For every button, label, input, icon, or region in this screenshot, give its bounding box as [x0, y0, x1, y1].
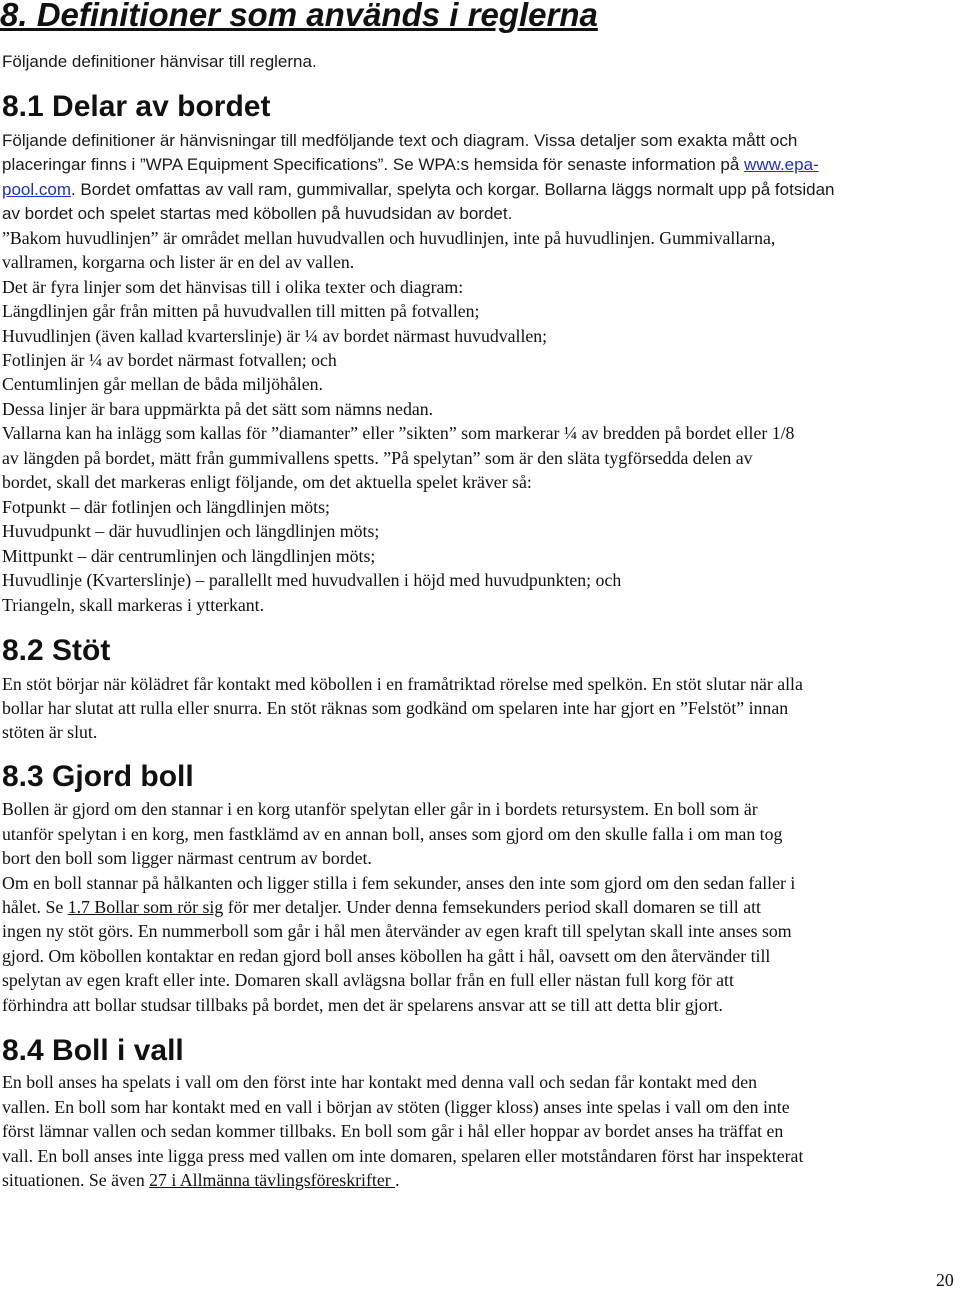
paragraph-line	[2, 897, 761, 918]
paragraph-line: stöten är slut.	[2, 722, 98, 742]
paragraph-line: av längden på bordet, mätt från gummivallens spetts. ”På spelytan” som är den släta tygförsedda delen av	[2, 448, 753, 468]
intro-text: Följande definitioner hänvisar till reglerna.	[2, 52, 317, 71]
paragraph-line: Fotlinjen är ¼ av bordet närmast fotvallen; och	[2, 350, 337, 370]
section-8-2-title: 8.2 Stöt	[2, 634, 111, 667]
section-8-4-title: 8.4 Boll i vall	[2, 1034, 184, 1067]
paragraph-line	[2, 180, 834, 200]
paragraph-line: Längdlinjen går från mitten på huvudvallen till mitten på fotvallen;	[2, 301, 480, 321]
paragraph-line: bordet, skall det markeras enligt följande, om det aktuella spelet kräver så:	[2, 472, 532, 492]
website-link[interactable]: www.epa-	[744, 155, 819, 174]
paragraph-line: Centumlinjen går mellan de båda miljöhålen.	[2, 374, 323, 394]
paragraph-line	[2, 1170, 400, 1191]
paragraph-line: spelytan av egen kraft eller inte. Domaren skall avlägsna bollar från en full eller nästan full korg för att	[2, 970, 734, 990]
paragraph-line: Om en boll stannar på hålkanten och ligger stilla i fem sekunder, anses den inte som gjord om den sedan faller i	[2, 873, 796, 893]
paragraph-line: bollar har slutat att rulla eller snurra. En stöt räknas som godkänd om spelaren inte har gjort en ”Felstöt” innan	[2, 698, 789, 718]
paragraph-text: hålet. Se	[2, 897, 68, 917]
paragraph-text: för mer detaljer. Under denna femsekunders period skall domaren se till att	[223, 897, 761, 917]
paragraph-line: Mittpunkt – där centrumlinjen och längdlinjen möts;	[2, 546, 376, 566]
paragraph-line: Huvudlinjen (även kallad kvarterslinje) är ¼ av bordet närmast huvudvallen;	[2, 326, 548, 346]
paragraph-line: gjord. Om köbollen kontaktar en redan gjord boll anses köbollen ha gått i hål, oavsett om den återvänder till	[2, 946, 771, 966]
paragraph-line: vall. En boll anses inte ligga press med vallen om inte domaren, spelaren eller motståndaren först har inspekterat	[2, 1146, 804, 1166]
cross-reference-link[interactable]: 27 i Allmänna tävlingsföreskrifter	[149, 1170, 396, 1190]
cross-reference-link[interactable]: 1.7 Bollar som rör sig	[67, 897, 224, 917]
paragraph-line: först lämnar vallen och sedan kommer tillbaks. En boll som går i hål eller hoppar av bordet anses ha träffat en	[2, 1121, 784, 1141]
paragraph-line	[2, 155, 819, 175]
paragraph-line: ingen ny stöt görs. En nummerboll som går i hål men återvänder av egen kraft till spelytan skall inte anses som	[2, 921, 792, 941]
paragraph-line: En stöt börjar när kölädret får kontakt med köbollen i en framåtriktad rörelse med spelkön. En stöt slutar när alla	[2, 674, 803, 694]
paragraph-line: av bordet och spelet startas med köbollen på huvudsidan av bordet.	[2, 204, 513, 223]
section-8-1-title: 8.1 Delar av bordet	[2, 90, 271, 123]
paragraph-line: En boll anses ha spelats i vall om den först inte har kontakt med denna vall och sedan får kontakt med den	[2, 1072, 757, 1092]
paragraph-text: placeringar finns i ”WPA Equipment Specifications”. Se WPA:s hemsida för senaste information på	[2, 155, 745, 174]
paragraph-line: vallramen, korgarna och lister är en del av vallen.	[2, 252, 355, 272]
page-heading: 8. Definitioner som används i reglerna	[0, 0, 598, 33]
paragraph-text: . Bordet omfattas av vall ram, gummivallar, spelyta och korgar. Bollarna läggs normalt upp på fotsidan	[70, 180, 835, 199]
paragraph-text: .	[395, 1170, 400, 1190]
paragraph-text: situationen. Se även	[2, 1170, 150, 1190]
paragraph-line: Triangeln, skall markeras i ytterkant.	[2, 595, 265, 615]
website-link-continued[interactable]: pool.com	[2, 180, 71, 199]
paragraph-line: vallen. En boll som har kontakt med en vall i början av stöten (ligger kloss) anses inte spelas i vall om den inte	[2, 1097, 790, 1117]
paragraph-line: Dessa linjer är bara uppmärkta på det sätt som nämns nedan.	[2, 399, 434, 419]
section-8-3-title: 8.3 Gjord boll	[2, 760, 194, 793]
paragraph-line: Huvudlinje (Kvarterslinje) – parallellt med huvudvallen i höjd med huvudpunkten; och	[2, 570, 622, 590]
paragraph-line: Fotpunkt – där fotlinjen och längdlinjen möts;	[2, 497, 330, 517]
paragraph-line: förhindra att bollar studsar tillbaks på bordet, men det är spelarens ansvar att se till att detta blir gjort.	[2, 995, 723, 1015]
page-number: 20	[936, 1270, 954, 1290]
paragraph-line: ”Bakom huvudlinjen” är området mellan huvudvallen och huvudlinjen, inte på huvudlinjen. Gummivallarna,	[2, 228, 776, 248]
paragraph-line: bort den boll som ligger närmast centrum av bordet.	[2, 848, 372, 868]
paragraph-line: Huvudpunkt – där huvudlinjen och längdlinjen möts;	[2, 521, 380, 541]
paragraph-line: utanför spelytan i en korg, men fastklämd av en annan boll, anses som gjord om den skulle falla i om man tog	[2, 824, 783, 844]
paragraph-line: Vallarna kan ha inlägg som kallas för ”diamanter” eller ”sikten” som markerar ¼ av bredden på bordet eller 1/8	[2, 423, 795, 443]
paragraph-line: Följande definitioner är hänvisningar till medföljande text och diagram. Vissa detaljer som exakta mått och	[2, 131, 798, 150]
paragraph-line: Det är fyra linjer som det hänvisas till i olika texter och diagram:	[2, 277, 464, 297]
paragraph-line: Bollen är gjord om den stannar i en korg utanför spelytan eller går in i bordets retursystem. En boll som är	[2, 799, 758, 819]
